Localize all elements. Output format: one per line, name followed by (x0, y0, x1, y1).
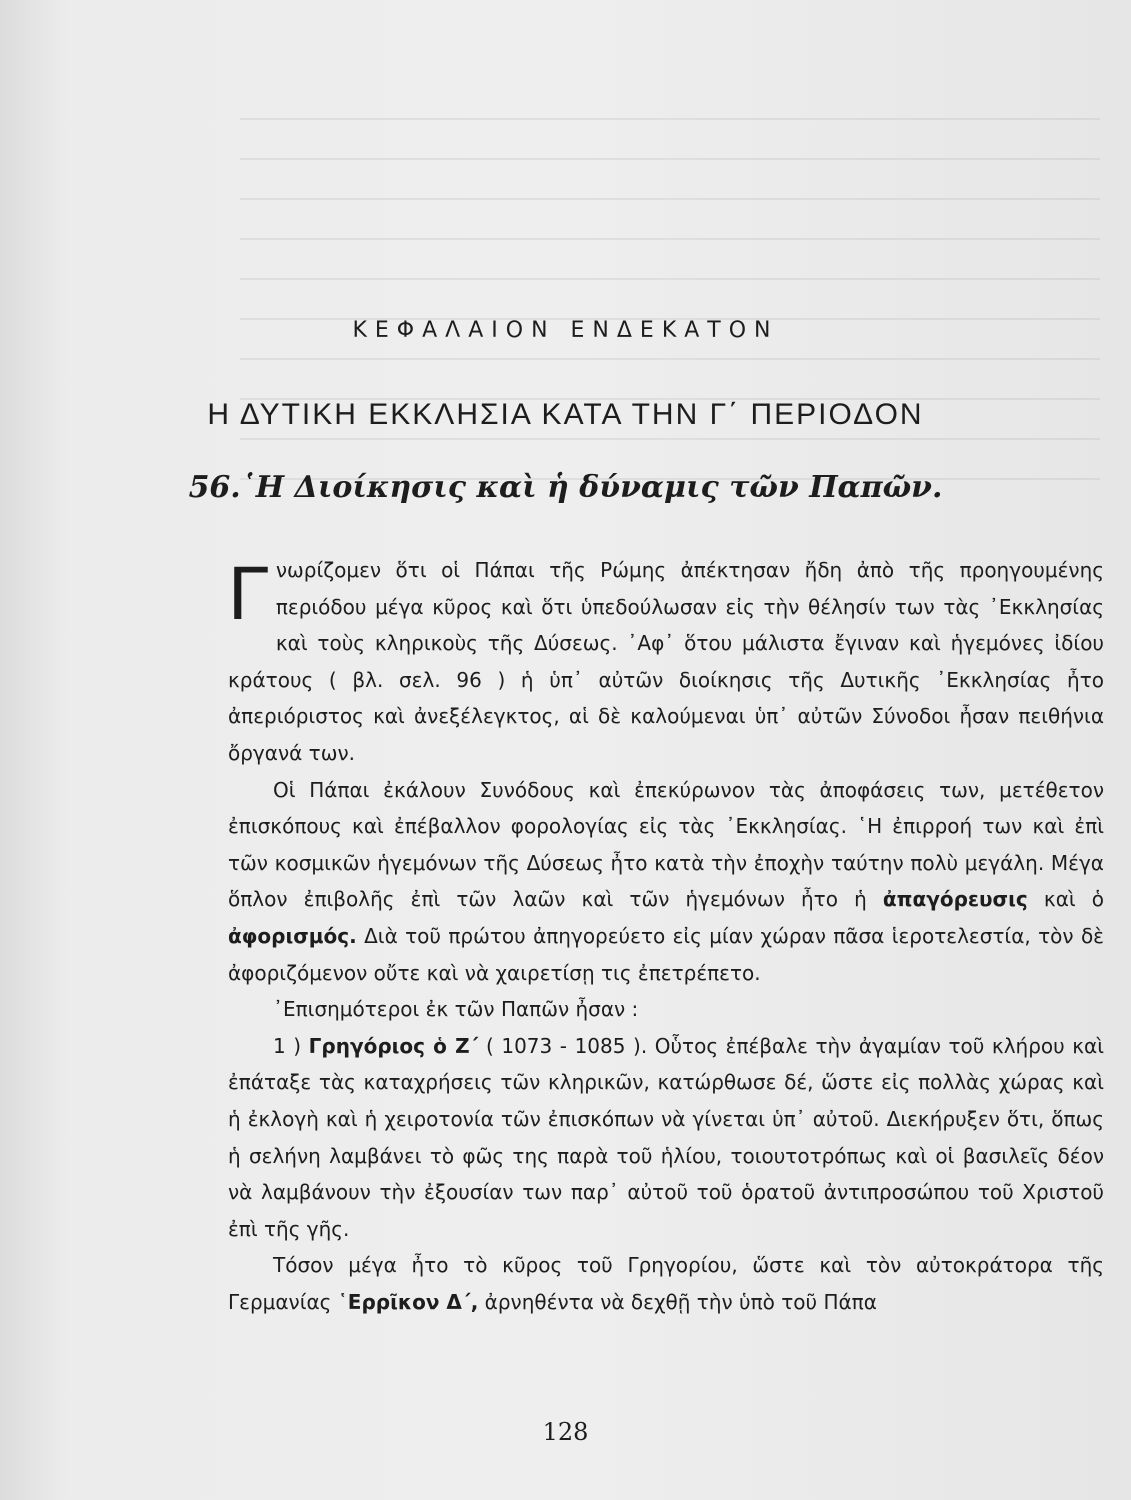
paragraph-3: ᾿Επισημότεροι ἐκ τῶν Παπῶν ἦσαν : (273, 997, 639, 1022)
paragraph-2-text-b: καὶ ὁ (1043, 887, 1105, 912)
paragraph-5-text-b: ἀρνηθέντα νὰ δεχθῇ τὴν ὑπὸ τοῦ Πάπα (484, 1289, 877, 1314)
paragraph-1-text: νωρίζομεν ὅτι οἱ Πάπαι τῆς Ρώμης ἀπέκτησαν ἤδη ἀπὸ τῆς προηγουμένης περιόδου μέγα κῦρος καὶ ὅτι ὑπεδούλωσαν εἰς τὴν θέλησίν των τὰς ᾿Εκκλησίας καὶ τοὺς κληρικοὺς τῆς Δύσεως. ᾿Αφ᾿ ὅτου μάλιστα ἔγιναν καὶ ἡγεμόνες ἰδίου κράτους ( βλ. σελ. 96 ) ἡ ὑπ᾿ αὐτῶν διοίκησις τῆς Δυτικῆς ᾿Εκκλησίας ἦτο ἀπεριόριστος καὶ ἀνεξέλεγκτος, αἱ δὲ καλούμεναι ὑπ᾿ αὐτῶν Σύνοδοι ἦσαν πειθήνια ὄργανά των. (228, 558, 1104, 765)
paragraph-4 (228, 1028, 1104, 1248)
chapter-title: Η ΔΥΤΙΚΗ ΕΚΚΛΗΣΙΑ ΚΑΤΑ ΤΗΝ Γ΄ ΠΕΡΙΟΔΟΝ (207, 398, 924, 431)
paragraph-2-text-a: Οἱ Πάπαι ἐκάλουν Συνόδους καὶ ἐπεκύρωνον τὰς ἀποφάσεις των, μετέθετον ἐπισκόπους καὶ ἐπέβαλλον φορολογίας εἰς τὰς ᾿Εκκλησίας. ῾Η ἐπιρροή των καὶ ἐπὶ τῶν κοσμικῶν ἡγεμόνων τῆς Δύσεως ἦτο κατὰ τὴν ἐποχὴν ταύτην πολὺ μεγάλη. Μέγα ὅπλον ἐπιβολῆς ἐπὶ τῶν λαῶν καὶ τῶν ἡγεμόνων ἦτο ἡ (228, 777, 1104, 912)
paragraph-5 (228, 1247, 1104, 1320)
chapter-label: ΚΕΦΑΛΑΙΟΝ ΕΝΔΕΚΑΤΟΝ (352, 318, 779, 343)
term-aforismos: ἀφορισμός. (228, 923, 357, 948)
page-number: 128 (542, 1418, 589, 1446)
list-number: 1 ) (273, 1033, 302, 1058)
section-title: 56.῾Η Διοίκησις καὶ ἡ δύναμις τῶν Παπῶν. (188, 470, 943, 505)
emperor-name: ῾Ερρῖκον Δ΄, (337, 1289, 479, 1314)
body-text (228, 552, 1104, 1320)
paragraph-5-text-a: Τόσον μέγα ἦτο τὸ κῦρος τοῦ Γρηγορίου, ὥστε καὶ τὸν αὐτοκράτορα τῆς Γερμανίας (228, 1253, 1104, 1314)
paragraph-2 (228, 772, 1104, 992)
term-apagoreusis: ἀπαγόρευσις (882, 887, 1028, 912)
paragraph-1 (228, 552, 1104, 772)
drop-cap: Γ (228, 551, 270, 636)
pope-name: Γρηγόριος ὁ Ζ΄ (308, 1033, 479, 1058)
paragraph-4-text: ( 1073 - 1085 ). Οὗτος ἐπέβαλε τὴν ἀγαμίαν τοῦ κλήρου καὶ ἐπάταξε τὰς καταχρήσεις τῶν κληρικῶν, κατώρθωσε δέ, ὥστε εἰς πολλὰς χώρας καὶ ἡ ἐκλογὴ καὶ ἡ χειροτονία τῶν ἐπισκόπων νὰ γίνεται ὑπ᾿ αὐτοῦ. Διεκήρυξεν ὅτι, ὅπως ἡ σελήνη λαμβάνει τὸ φῶς της παρὰ τοῦ ἡλίου, τοιουτοτρόπως καὶ οἱ βασιλεῖς δέον νὰ λαμβάνουν τὴν ἐξουσίαν των παρ᾿ αὐτοῦ τοῦ ὁρατοῦ ἀντιπροσώπου τοῦ Χριστοῦ ἐπὶ τῆς γῆς. (228, 1033, 1104, 1241)
paragraph-2-text-c: Διὰ τοῦ πρώτου ἀπηγορεύετο εἰς μίαν χώραν πᾶσα ἱεροτελεστία, τὸν δὲ ἀφοριζόμενον οὔτε καὶ νὰ χαιρετίσῃ τις ἐπετρέπετο. (228, 923, 1104, 985)
